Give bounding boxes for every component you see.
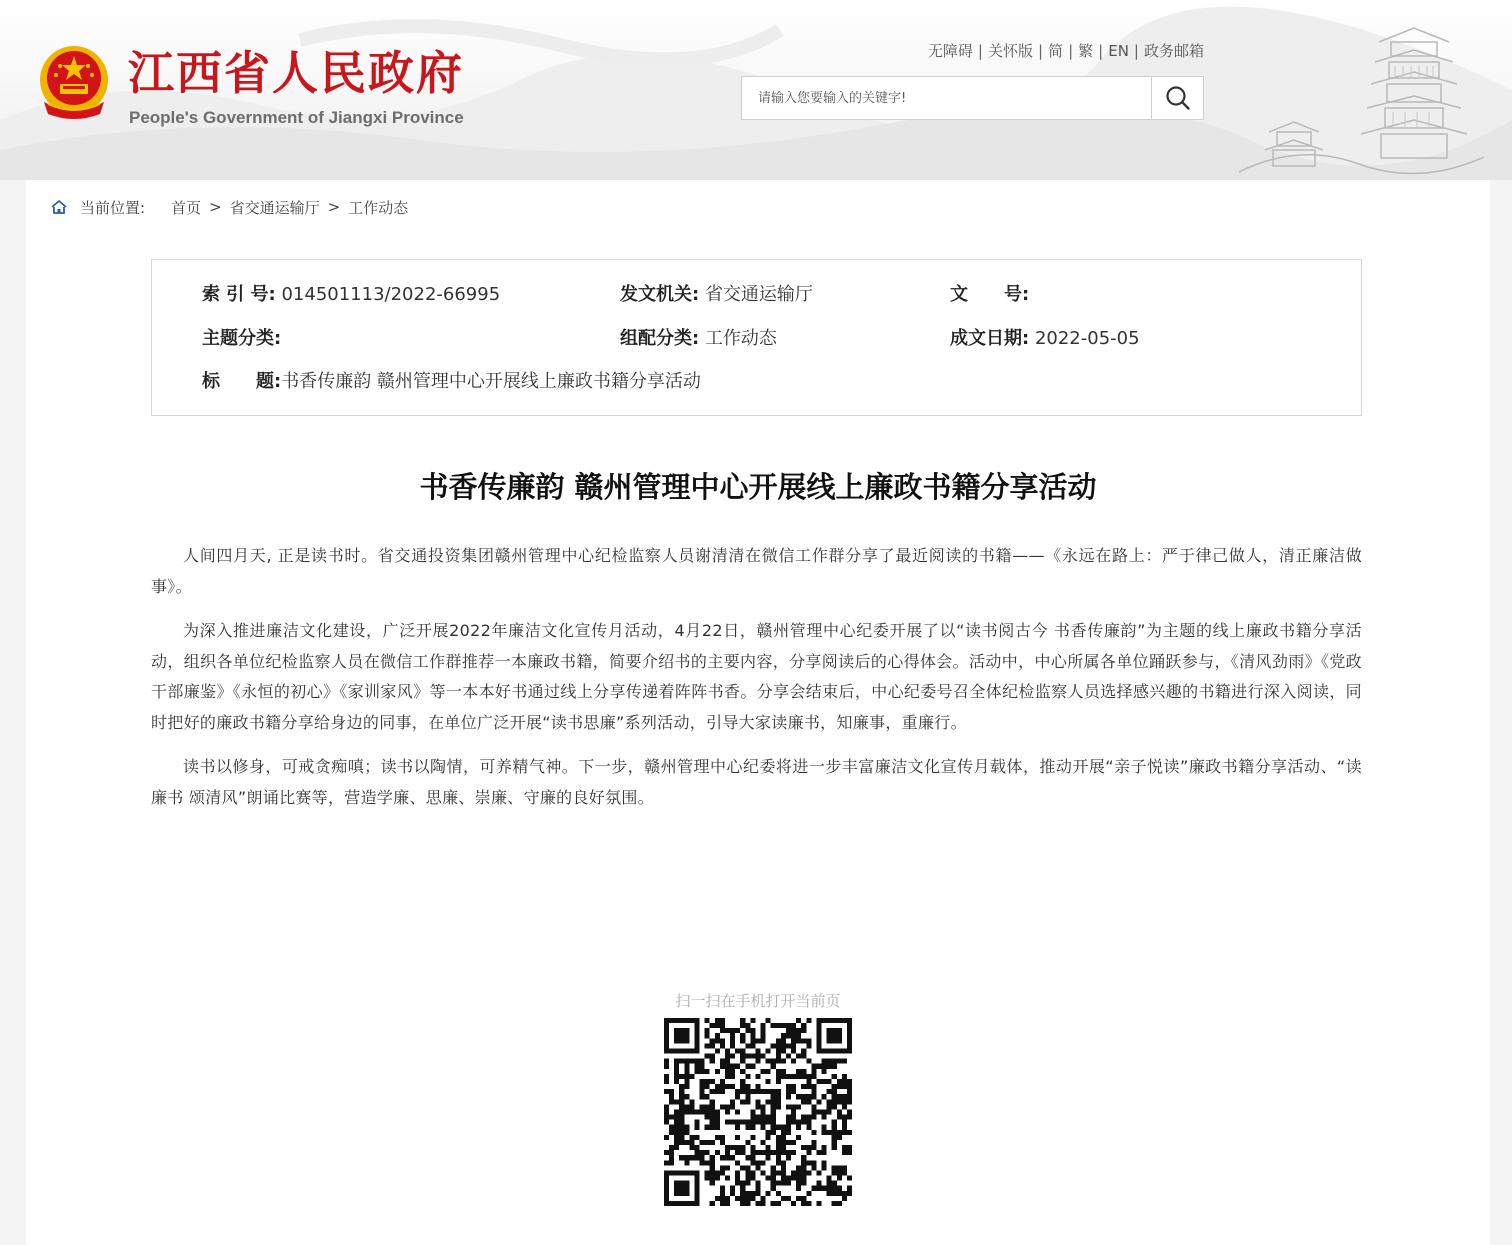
site-header — [0, 0, 1512, 180]
meta-title — [202, 369, 701, 395]
top-links: 无障碍 | 关怀版 | 简 | 繁 | EN | 政务邮箱 — [927, 42, 1204, 60]
article-paragraph: 为深入推进廉洁文化建设，广泛开展2022年廉洁文化宣传月活动，4月22日，赣州管理中心纪委开展了以“读书阅古今 书香传廉韵”为主题的线上廉政书籍分享活动，组织各单位纪检监察人员在微信工作群推荐一本廉政书籍，简要介绍书的主要内容，分享阅读后的心得体会。活动中，中心所属各单位踊跃参与，《清风劲雨》《党政干部廉鉴》《永恒的初心》《家训家风》等一本本好书通过线上分享传递着阵阵书香。分享会结束后，中心纪委号召全体纪检监察人员选择感兴趣的书籍进行深入阅读，同时把好的廉政书籍分享给身边的同事，在单位广泛开展“读书思廉”系列活动，引导大家读廉书，知廉事，重廉行。 — [151, 621, 1362, 732]
article-title: 书香传廉韵 赣州管理中心开展线上廉政书籍分享活动 — [419, 470, 1097, 504]
link-english[interactable]: EN — [1108, 42, 1129, 60]
search-input[interactable] — [742, 77, 1151, 119]
article-paragraph: 读书以修身，可戒贪痴嗔；读书以陶情，可养精气神。下一步，赣州管理中心纪委将进一步丰富廉洁文化宣传月载体，推动开展“亲子悦读”廉政书籍分享活动、“读廉书 颂清风”朗诵比赛等，营造学廉、思廉、崇廉、守廉的良好氛围。 — [151, 757, 1362, 807]
breadcrumb-department[interactable]: 省交通运输厅 — [229, 198, 320, 217]
link-accessibility[interactable]: 无障碍 — [927, 42, 973, 60]
pavilion-illustration — [1239, 22, 1484, 180]
breadcrumb-home[interactable]: 首页 — [171, 198, 202, 217]
article-body — [151, 541, 1362, 827]
meta-issuer — [620, 282, 813, 308]
article-paragraph: 人间四月天, 正是读书时。省交通投资集团赣州管理中心纪检监察人员谢清清在微信工作群分享了最近阅读的书籍——《永远在路上：严于律己做人，清正廉洁做事》。 — [151, 546, 1362, 596]
meta-index — [202, 282, 500, 308]
home-icon — [50, 198, 68, 216]
link-gov-mailbox[interactable]: 政务邮箱 — [1143, 42, 1204, 60]
breadcrumb — [50, 196, 408, 218]
search-button[interactable] — [1151, 77, 1203, 119]
meta-category-label: 组配分类: — [620, 328, 700, 349]
meta-topic — [202, 326, 281, 352]
meta-date-label: 成文日期: — [950, 328, 1030, 349]
meta-issuer-label: 发文机关: — [620, 284, 700, 305]
qr-code — [664, 1018, 852, 1206]
meta-title-label: 标 题: — [202, 371, 282, 392]
meta-index-value: 014501113/2022-66995 — [281, 284, 501, 305]
link-traditional-chinese[interactable]: 繁 — [1078, 42, 1094, 60]
breadcrumb-separator: > — [327, 198, 341, 216]
meta-doc-number — [950, 282, 1029, 308]
link-simplified-chinese[interactable]: 简 — [1048, 42, 1064, 60]
search-icon — [1165, 85, 1191, 111]
meta-category-value: 工作动态 — [704, 328, 777, 349]
main-content — [26, 180, 1490, 1245]
meta-title-value: 书香传廉韵 赣州管理中心开展线上廉政书籍分享活动 — [281, 371, 701, 392]
meta-issuer-value: 省交通运输厅 — [704, 284, 813, 305]
meta-category — [620, 326, 777, 352]
breadcrumb-separator: > — [209, 198, 222, 216]
national-emblem-icon[interactable] — [36, 44, 112, 122]
document-metadata-panel — [151, 259, 1362, 416]
meta-doc-number-label: 文 号: — [950, 284, 1030, 305]
link-elder-care-mode[interactable]: 关怀版 — [987, 42, 1033, 60]
meta-topic-label: 主题分类: — [202, 328, 282, 349]
site-title[interactable]: 江西省人民政府 — [128, 46, 464, 100]
qr-caption: 扫一扫在手机打开当前页 — [675, 992, 841, 1010]
breadcrumb-label: 当前位置: — [80, 198, 146, 217]
meta-index-label: 索 引 号: — [202, 284, 276, 305]
meta-date — [950, 326, 1140, 352]
search-box — [741, 76, 1204, 120]
meta-date-value: 2022-05-05 — [1034, 328, 1140, 349]
breadcrumb-current[interactable]: 工作动态 — [348, 198, 409, 217]
site-subtitle: People's Government of Jiangxi Province — [129, 108, 464, 127]
